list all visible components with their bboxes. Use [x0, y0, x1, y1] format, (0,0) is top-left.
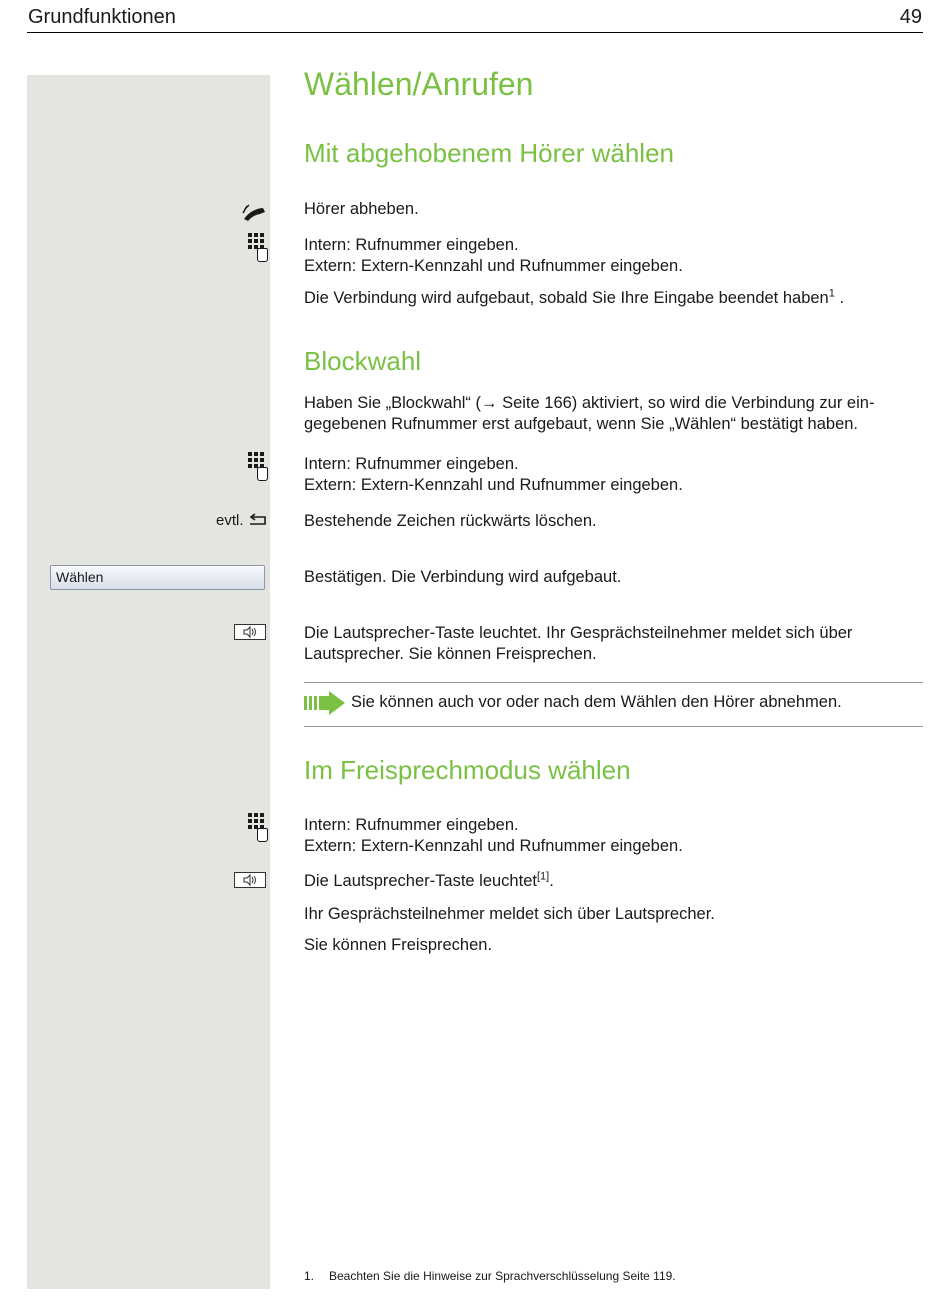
note-bottom-rule [304, 726, 923, 727]
note-arrow-icon [304, 690, 346, 721]
intro-line: gegebenen Rufnummer erst aufgebaut, wenn Sie „Wählen“ bestätigt haben. [304, 415, 859, 433]
step-text [304, 288, 919, 309]
handset-lift-icon [241, 203, 269, 228]
speaker-key-icon [234, 624, 266, 640]
page-title: Wählen/Anrufen [304, 66, 534, 102]
note-text: Sie können auch vor oder nach dem Wählen den Hörer abnehmen. [351, 693, 842, 711]
page-number: 49 [899, 6, 922, 28]
section-heading-freisprech: Im Freisprechmodus wählen [304, 755, 631, 785]
note-top-rule [304, 682, 923, 683]
step-line: Extern: Extern-Kennzahl und Rufnummer eingeben. [304, 257, 683, 275]
section-heading-hoerer: Mit abgehobenem Hörer wählen [304, 138, 674, 168]
step-text [304, 623, 919, 665]
step-text [304, 235, 919, 277]
footnote-text: Beachten Sie die Hinweise zur Sprachverschlüsselung Seite 119. [329, 1269, 676, 1283]
margin-column [27, 75, 270, 1289]
keypad-icon [248, 813, 268, 841]
backspace-arrow-icon [247, 511, 269, 532]
keypad-icon [248, 233, 268, 261]
step-text: Hörer abheben. [304, 200, 419, 218]
header-rule [27, 32, 923, 33]
footnote [304, 1269, 676, 1283]
step-line: Intern: Rufnummer eingeben. [304, 455, 519, 473]
step-line: Die Lautsprecher-Taste leuchtet [304, 872, 537, 890]
section-heading-blockwahl: Blockwahl [304, 346, 422, 376]
step-line: Lautsprecher. Sie können Freisprechen. [304, 645, 597, 663]
step-line-suffix: . [549, 872, 554, 890]
step-text: Sie können Freisprechen. [304, 936, 493, 954]
step-text [304, 871, 919, 892]
step-text [304, 454, 919, 496]
footnote-ref[interactable]: 1 [828, 287, 835, 300]
footnote-ref[interactable]: [1] [536, 870, 550, 883]
step-line: Intern: Rufnummer eingeben. [304, 236, 519, 254]
step-text: Bestehende Zeichen rückwärts löschen. [304, 512, 597, 530]
step-line: Extern: Extern-Kennzahl und Rufnummer eingeben. [304, 476, 683, 494]
footnote-number: 1. [304, 1269, 315, 1283]
waehlen-button[interactable]: Wählen [50, 565, 265, 590]
speaker-key-icon [234, 872, 266, 888]
intro-line: Haben Sie „Blockwahl“ (→ Seite 166) aktiviert, so wird die Verbindung zur ein- [304, 394, 875, 412]
step-line: Intern: Rufnummer eingeben. [304, 816, 519, 834]
optional-label: evtl. [216, 512, 244, 529]
keypad-icon [248, 452, 268, 480]
step-line: Die Lautsprecher-Taste leuchtet. Ihr Gesprächsteilnehmer meldet sich über [304, 624, 853, 642]
step-text: Bestätigen. Die Verbindung wird aufgebaut. [304, 568, 622, 586]
step-text: Ihr Gesprächsteilnehmer meldet sich über Lautsprecher. [304, 905, 715, 923]
step-line: Die Verbindung wird aufgebaut, sobald Sie Ihre Eingabe beendet haben [304, 289, 829, 307]
section-intro [304, 393, 919, 435]
running-header-title: Grundfunktionen [28, 6, 176, 28]
step-line: Extern: Extern-Kennzahl und Rufnummer eingeben. [304, 837, 683, 855]
step-text [304, 815, 919, 857]
step-line-suffix: . [834, 289, 845, 307]
